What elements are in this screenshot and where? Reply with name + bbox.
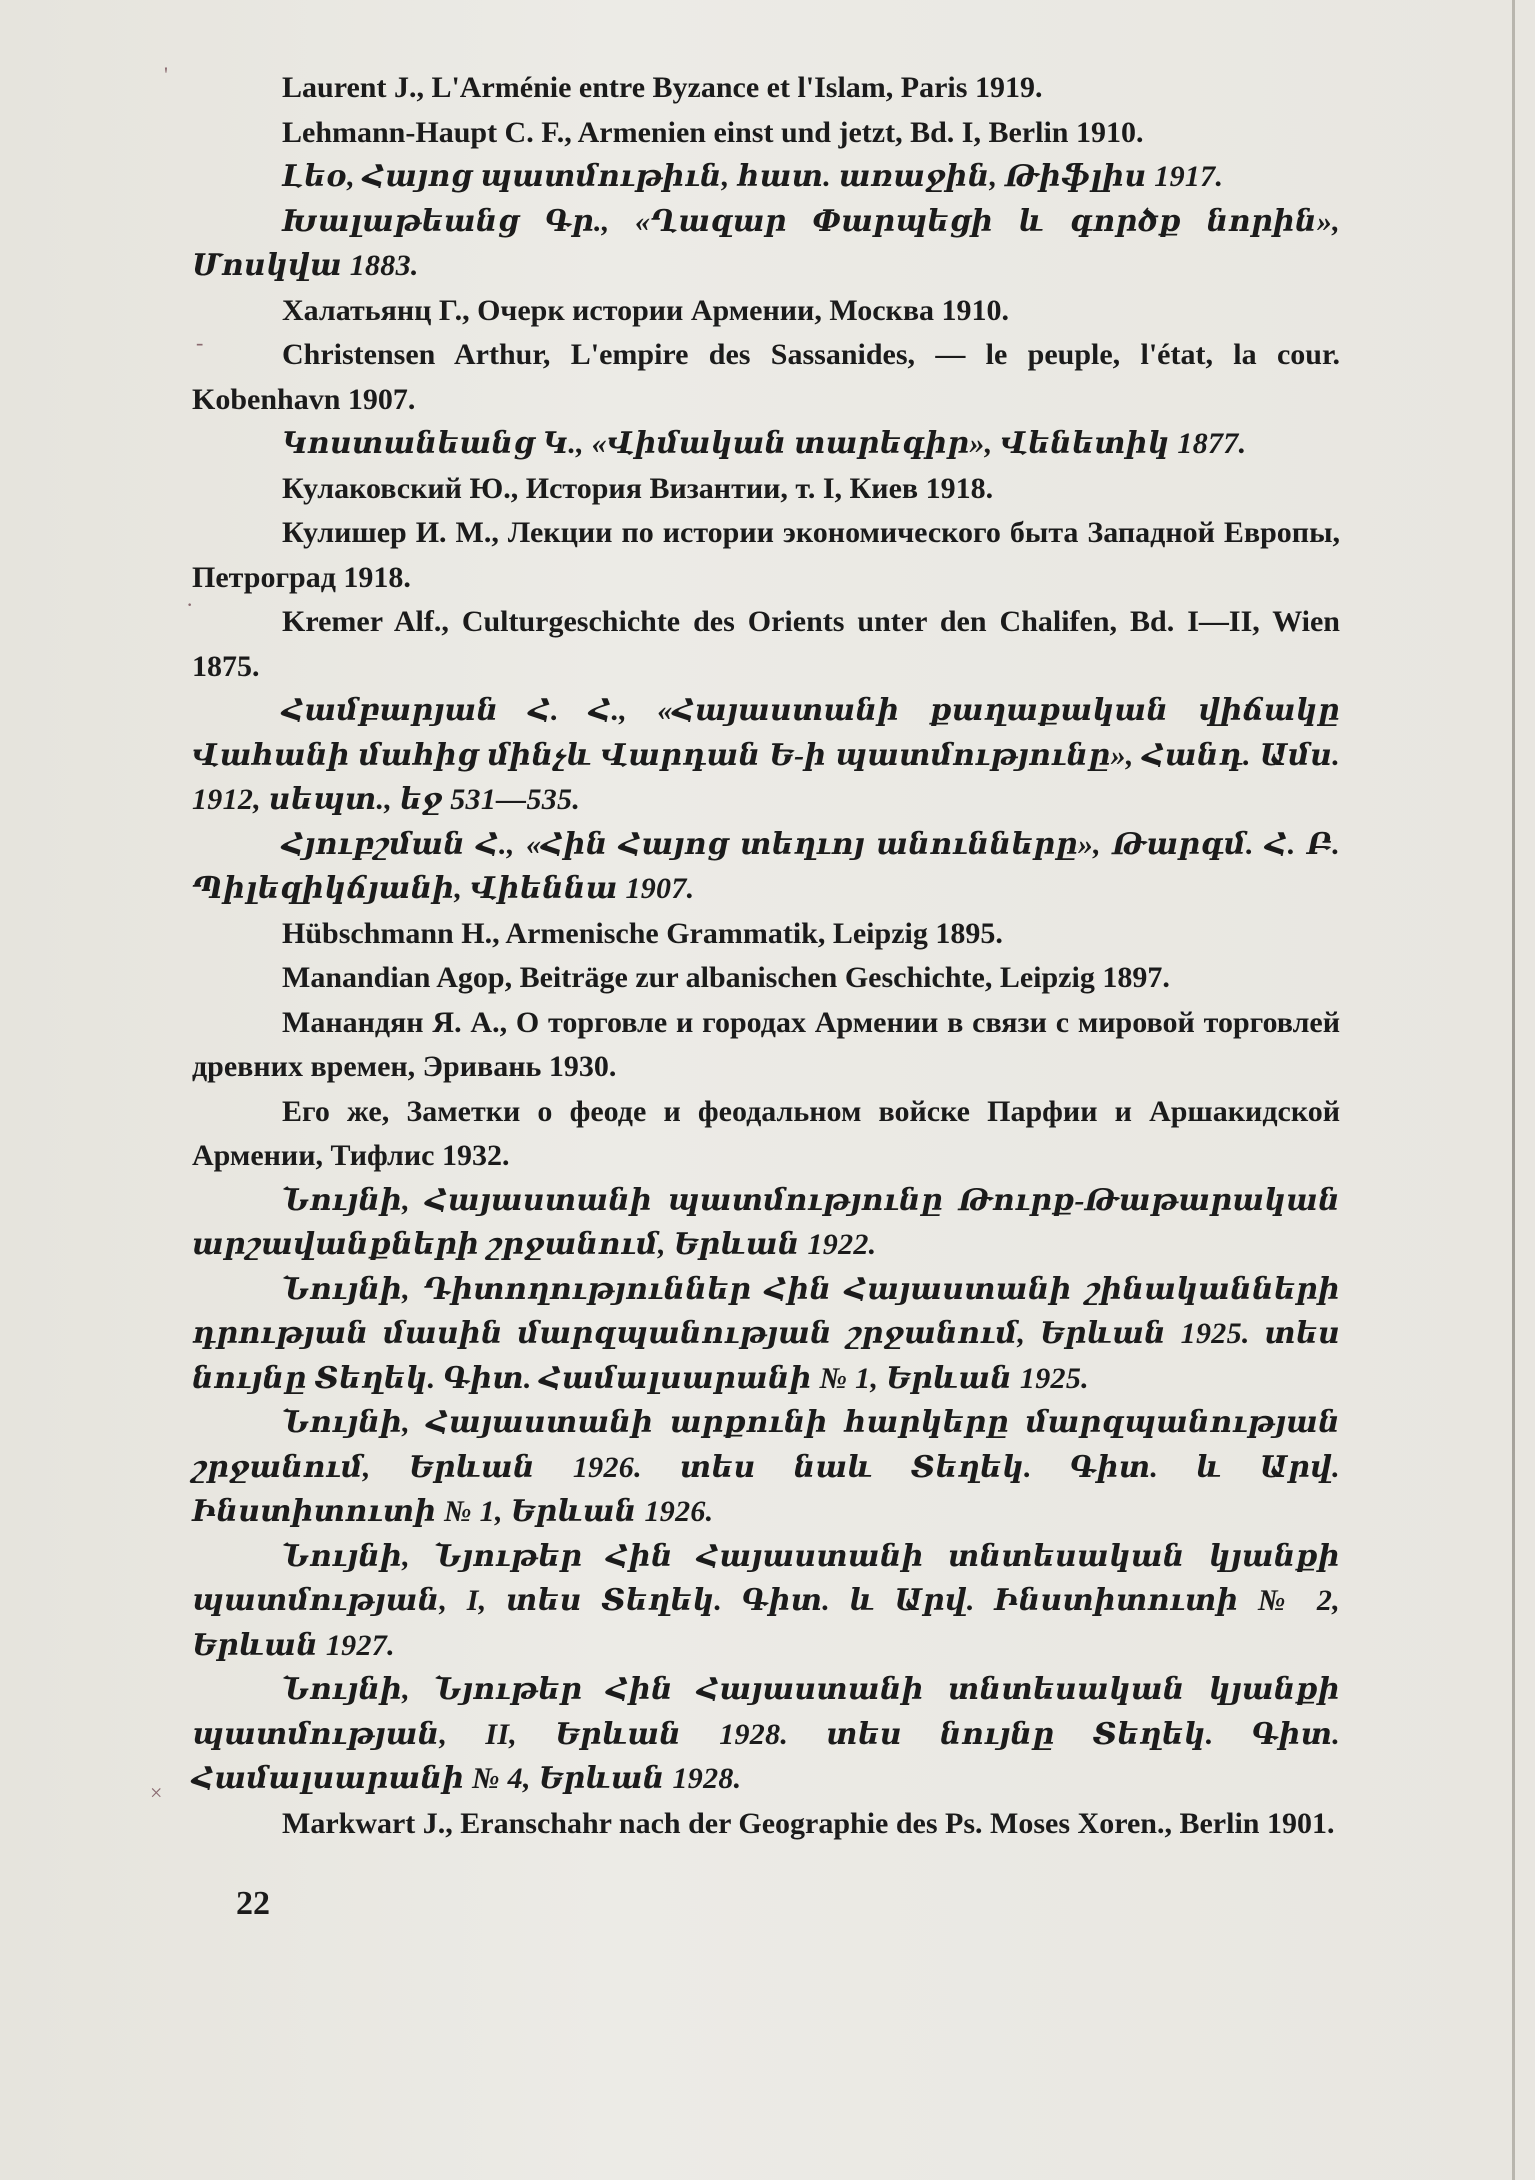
bib-entry: Халатьянц Г., Очерк истории Армении, Москва 1910. — [282, 293, 1010, 327]
bib-entry: Լեօ, Հայոց պատմութիւն, հատ. առաջին, Թիֆլիս 1917. — [282, 160, 1224, 193]
bib-entry: Նույնի, Նյութեր Հին Հայաստանի տնտեսական կյանքի պատմության, I, տես Տեղեկ. Գիտ. և Արվ. Ինստիտուտի № 2, Երևան 1927. — [192, 1539, 1340, 1662]
page-edge — [1512, 0, 1515, 2180]
bib-entry: Համբարյան Հ. Հ., «Հայաստանի քաղաքական վիճակը Վահանի մահից մինչև Վարդան Ե-ի պատմությունը», Հանդ. Ամս. 1912, սեպտ., եջ 531—535. — [192, 694, 1340, 816]
bib-entry: Նույնի, Հայաստանի արքունի հարկերը մարզպանության շրջանում, Երևան 1926. տես նաև Տեղեկ. Գիտ. և Արվ. Ինստիտուտի № 1, Երևան 1926. — [192, 1406, 1340, 1528]
bib-entry: Markwart J., Eranschahr nach der Geographie des Ps. Moses Xoren., Berlin 1901. — [282, 1806, 1335, 1840]
bib-entry: Manandian Agop, Beiträge zur albanischen Geschichte, Leipzig 1897. — [282, 961, 1170, 994]
bib-entry: Խալաթեանց Գր., «Ղազար Փարպեցի և գործք նորին», Մոսկվա 1883. — [192, 204, 1340, 282]
bib-entry: Hübschmann H., Armenische Grammatik, Leipzig 1895. — [282, 916, 1003, 950]
bib-entry: Lehmann-Haupt C. F., Armenien einst und jetzt, Bd. I, Berlin 1910. — [282, 115, 1144, 149]
page-number: 22 — [236, 1885, 270, 1922]
margin-mark: · — [186, 592, 194, 617]
margin-mark: - — [196, 330, 204, 355]
bib-entry: Кулаковский Ю., История Византии, т. I, Киев 1918. — [282, 471, 994, 505]
bib-entry: Նույնի, Հայաստանի պատմությունը Թուրք-Թաթարական արշավանքների շրջանում, Երևան 1922. — [192, 1183, 1340, 1261]
bibliography-list — [192, 66, 1340, 1846]
bib-entry: Манандян Я. А., О торговле и городах Армении в связи с мировой торговлей древних времен, Эривань 1930. — [192, 1005, 1340, 1083]
bib-entry: Նույնի, Դիտողություններ Հին Հայաստանի շինականների դրության մասին մարզպանության շրջանում, Երևան 1925. տես նույնը Տեղեկ. Գիտ. Համալսարանի № 1, Երևան 1925. — [192, 1272, 1340, 1395]
bib-entry: Christensen Arthur, L'empire des Sassanides, — le peuple, l'état, la cour. Kobenhavn 1907. — [192, 338, 1340, 416]
bib-entry: Кулишер И. М., Лекции по истории экономического быта Западной Европы, Петроград 1918. — [192, 516, 1340, 594]
bib-entry: Կոստանեանց Կ., «Վիմական տարեգիր», Վենետիկ 1877. — [282, 427, 1247, 460]
bib-entry: Հյուբշման Հ., «Հին Հայոց տեղւոյ անունները», Թարգմ. Հ. Բ. Պիլեզիկճյանի, Վիեննա 1907. — [192, 827, 1340, 905]
margin-mark: × — [150, 1780, 163, 1805]
bib-entry: Laurent J., L'Arménie entre Byzance et l'Islam, Paris 1919. — [282, 71, 1043, 104]
bib-entry: Նույնի, Նյութեր Հին Հայաստանի տնտեսական կյանքի պատմության, II, Երևան 1928. տես նույնը Տեղեկ. Գիտ. Համալսարանի № 4, Երևան 1928. — [192, 1673, 1340, 1795]
bib-entry: Его же, Заметки о феоде и феодальном войске Парфии и Аршакидской Армении, Тифлис 1932. — [192, 1094, 1340, 1172]
bib-entry: Kremer Alf., Culturgeschichte des Orients unter den Chalifen, Bd. I—II, Wien 1875. — [192, 605, 1340, 683]
margin-mark: ' — [164, 62, 168, 87]
